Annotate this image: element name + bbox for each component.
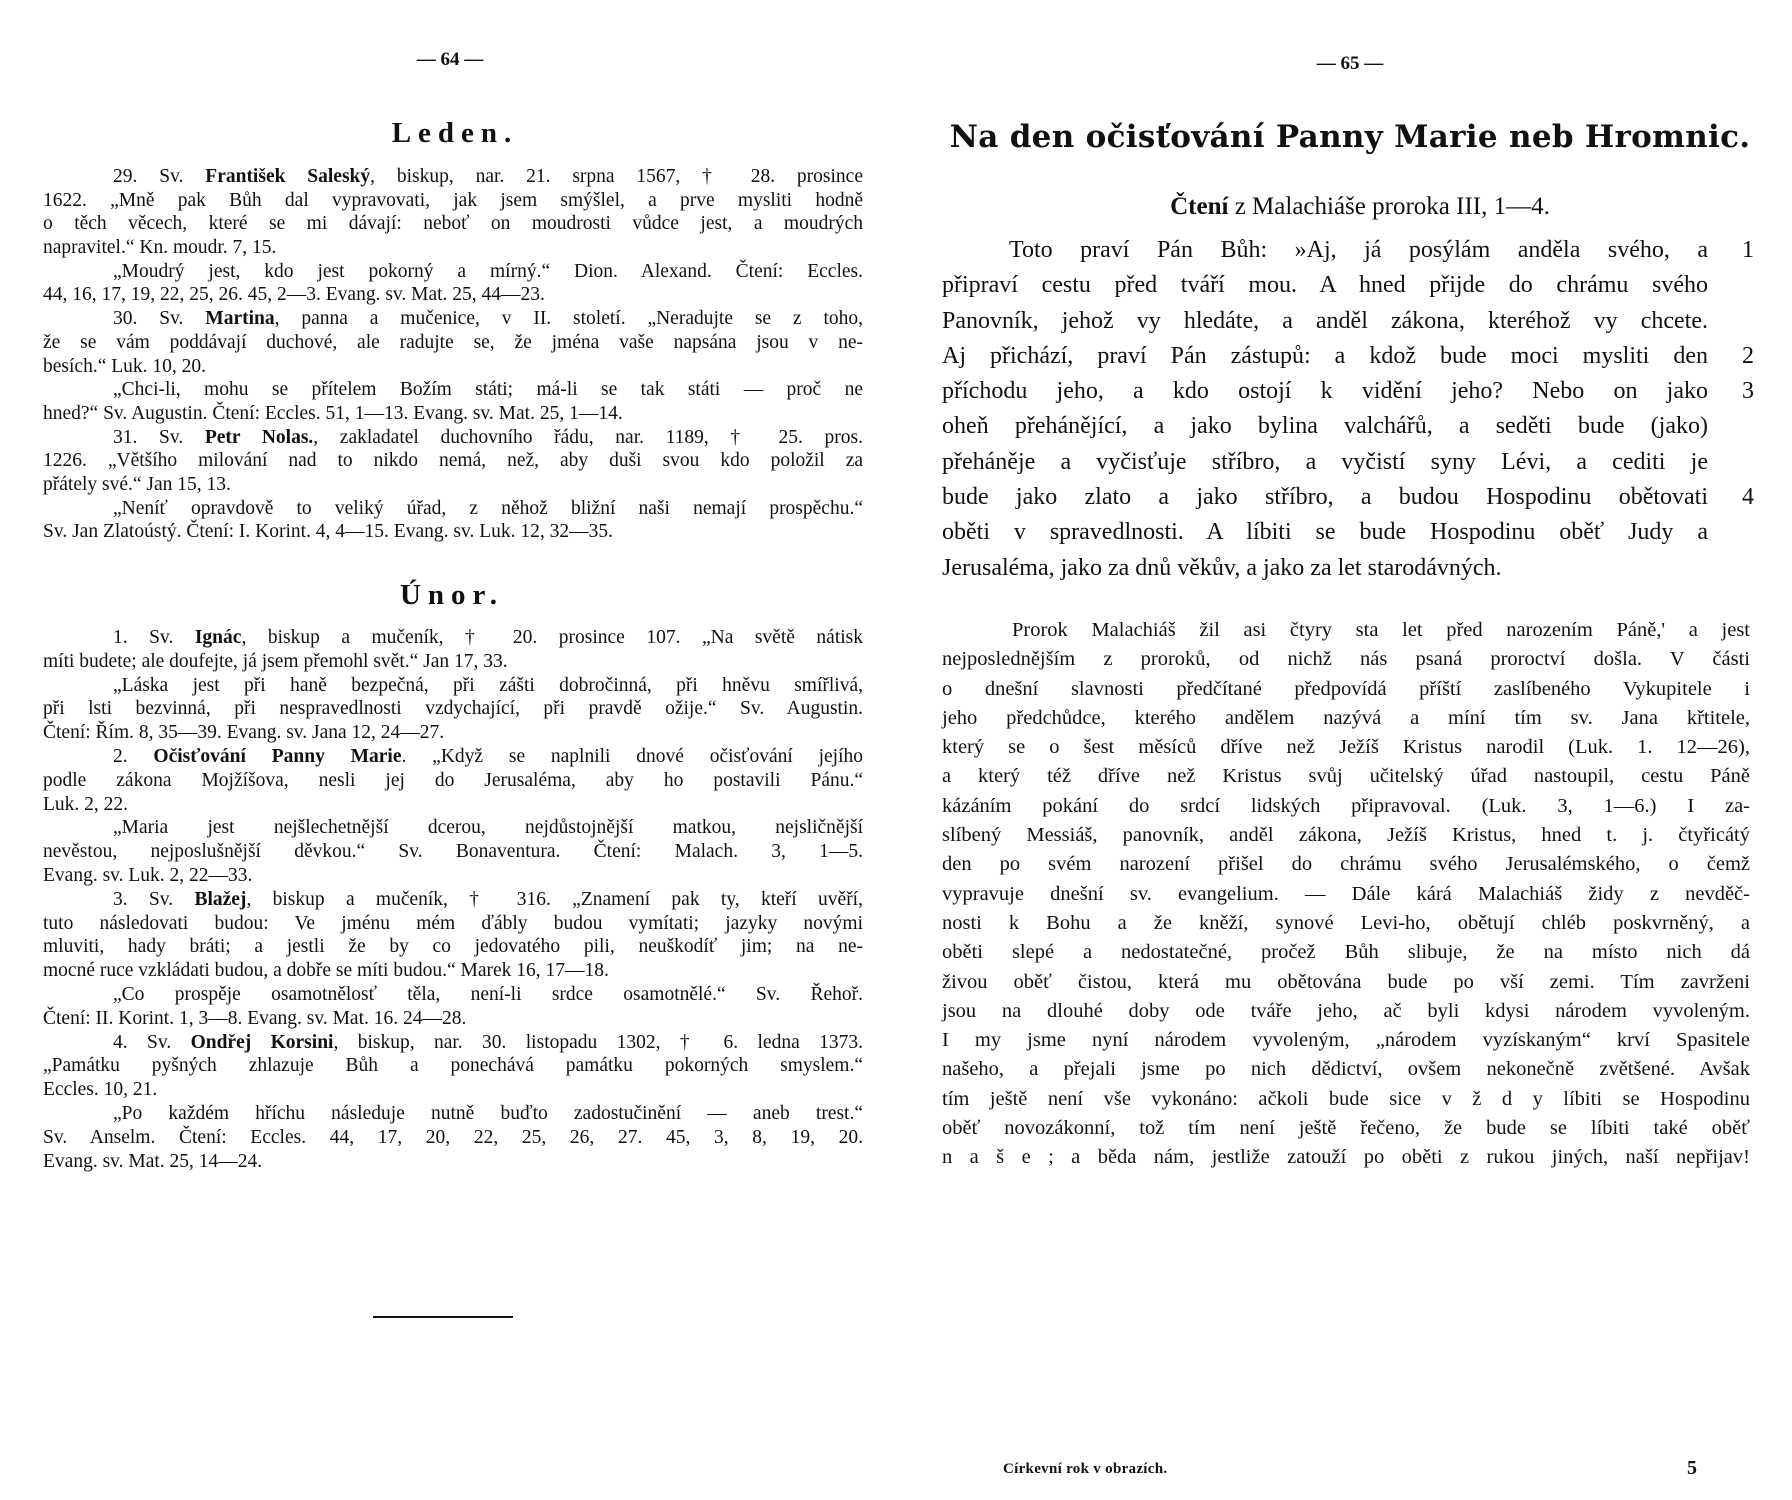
line-text: připraví cestu před tváří mou. A hned přijde do chrámu svého [942, 272, 1708, 299]
line-text: při lsti bezvinná, při nespravedlnosti vzdychající, při pravdě ožije.“ Sv. Augustin. [43, 698, 863, 720]
verse-number: 2 [1742, 342, 1754, 369]
text-line [942, 409, 1708, 444]
text-line [942, 515, 1708, 550]
text-line [942, 1085, 1750, 1114]
text-line [43, 1078, 863, 1102]
text-line [43, 355, 863, 379]
text-line [942, 1114, 1750, 1143]
text-line [43, 1031, 863, 1055]
line-text: Čtení: Řím. 8, 35—39. Evang. sv. Jana 12, 24—27. [43, 722, 445, 744]
line-text: jsou na dlouhé doby ode tváře jeho, ač byli kdysi národem vyvoleným. [942, 999, 1750, 1022]
text-line [942, 821, 1750, 850]
text-line [43, 674, 863, 698]
line-text: tím ještě není vše vykonáno: ačkoli bude sice v ž d y líbiti se Hospodinu [942, 1087, 1750, 1110]
text-line [43, 935, 863, 959]
scripture-reading [942, 233, 1754, 586]
line-text: Sv. Anselm. Čtení: Eccles. 44, 17, 20, 22, 25, 26, 27. 45, 3, 8, 19, 20. [43, 1126, 863, 1148]
text-line [43, 520, 863, 544]
line-text: oběti slepé a nedostatečné, pročež Bůh slibuje, že na místo nich dá [942, 941, 1750, 964]
text-line [942, 938, 1750, 967]
text-line [43, 307, 863, 331]
text-line [43, 426, 863, 450]
text-line [43, 650, 863, 674]
line-text: který se o šest měsíců dříve než Ježíš Kristus narodil (Luk. 1. 12—26), [942, 736, 1750, 759]
line-text: mocné ruce vzkládati budou, a dobře se míti budou.“ Marek 16, 17—18. [43, 960, 609, 982]
line-text: a který též dříve než Kristus svůj učitelský úřad nastoupil, cestu Páně [942, 765, 1750, 788]
line-text: 31. Sv. [113, 426, 205, 448]
text-line [43, 793, 863, 817]
line-text: oheň přehánějící, a jako bylina valchářů, a seděti bude (jako) [942, 413, 1708, 440]
text-line [43, 1102, 863, 1126]
text-line [942, 704, 1750, 733]
text-line [43, 912, 863, 936]
text-line [43, 745, 863, 769]
text-line [942, 1055, 1750, 1084]
line-text: , panna a mučenice, v II. století. „Neradujte se z toho, [274, 308, 863, 330]
line-text: „Co prospěje osamotnělosť těla, není-li srdce osamotnělé.“ Sv. Řehoř. [113, 983, 863, 1005]
line-text: „Moudrý jest, kdo jest pokorný a mírný.“ Dion. Alexand. Čtení: Eccles. [113, 260, 863, 282]
line-text: Panovník, jehož vy hledáte, a anděl zákona, kteréhož vy chcete. [942, 307, 1708, 334]
section-end-rule [373, 1316, 513, 1318]
line-text: napravitel.“ Kn. moudr. 7, 15. [43, 237, 277, 259]
text-line [942, 480, 1754, 515]
page-number-right: — 65 — [1316, 53, 1384, 74]
line-text: Prorok Malachiáš žil asi čtyry sta let před narozením Páně,' a jest [1012, 619, 1750, 641]
line-text: n a š e ; a běda nám, jestliže zatouží po oběti z rukou jiných, naší nepřijav! [942, 1146, 1750, 1169]
saint-name: Očisťování Panny Marie [153, 745, 402, 767]
sheet-number: 5 [1687, 1457, 1697, 1479]
line-text: Evang. sv. Luk. 2, 22—33. [43, 864, 253, 886]
line-text: kázáním pokání do srdcí lidských připravoval. (Luk. 3, 1—6.) I za- [942, 794, 1750, 817]
text-line [942, 374, 1754, 409]
line-text: 29. Sv. [113, 166, 206, 187]
commentary [942, 616, 1750, 1173]
saint-name: František Saleský [205, 166, 371, 187]
line-text: 1622. „Mně pak Bůh dal vypravovati, jak jsem smýšlel, a prve mysliti hodně [43, 189, 863, 211]
saint-name: Ondřej Korsini [190, 1031, 334, 1053]
text-line [43, 816, 863, 840]
reading-subtitle-rest: z Malachiáše proroka III, 1—4. [1228, 193, 1550, 220]
text-line [43, 1126, 863, 1150]
text-line [43, 1054, 863, 1078]
line-text: živou oběť čistou, která mu obětována bude po vší zemi. Tím zavrženi [942, 970, 1750, 993]
line-text: I my jsme nyní národem vyvoleným, „národem vyzískaným“ krví Spasitele [942, 1029, 1750, 1052]
text-line [942, 909, 1750, 938]
line-text: Čtení: II. Korint. 1, 3—8. Evang. sv. Mat. 16. 24—28. [43, 1007, 467, 1029]
text-line [942, 762, 1750, 791]
line-text: , biskup, nar. 30. listopadu 1302, † 6. ledna 1373. [333, 1031, 863, 1053]
text-line [942, 880, 1750, 909]
text-line [942, 304, 1708, 339]
line-text: oběť novozákonní, tož tím není ještě řečeno, že bude se líbiti také oběť [942, 1117, 1750, 1140]
line-text: Evang. sv. Mat. 25, 14—24. [43, 1150, 263, 1172]
text-line [43, 283, 863, 307]
text-line [942, 268, 1708, 303]
text-line [942, 645, 1750, 674]
text-line [942, 1026, 1750, 1055]
line-text: příchodu jeho, a kdo ostojí k vidění jeho? Nebo on jako [942, 378, 1708, 405]
line-text: besích.“ Luk. 10, 20. [43, 355, 207, 377]
text-line [43, 721, 863, 745]
line-text: „Láska jest při haně bezpečná, při zášti dobročinná, při hněvu smířlivá, [113, 674, 863, 696]
line-text: bude jako zlato a jako stříbro, a budou Hospodinu obětovati [942, 484, 1708, 511]
line-text: míti budete; ale doufejte, já jsem přemohl svět.“ Jan 17, 33. [43, 650, 508, 672]
text-line [43, 840, 863, 864]
line-text: tuto následovati budou: Ve jménu mém ďábly budou vymítati; jazyky novými [43, 912, 863, 934]
line-text: . „Když se naplnili dnové očisťování jejího [401, 745, 863, 767]
text-line [43, 983, 863, 1007]
line-text: o dnešní slavnosti předčítané předpovídá příští zaslíbeného Vykupitele i [942, 677, 1750, 700]
text-line [43, 189, 863, 213]
text-line [43, 697, 863, 721]
line-text: přeháněje a vyčisťuje stříbro, a vyčistí syny Lévi, a cediti je [942, 448, 1708, 475]
text-line [942, 733, 1750, 762]
line-text: Sv. Jan Zlatoústý. Čtení: I. Korint. 4, 4—15. Evang. sv. Luk. 12, 32—35. [43, 521, 613, 543]
text-line [942, 445, 1708, 480]
text-line [43, 769, 863, 793]
leden-entries [43, 165, 863, 544]
line-text: vypravuje dnešní sv. evangelium. — Dále kárá Malachiáš židy z nevděč- [942, 882, 1750, 905]
line-text: „Památku pyšných zhlazuje Bůh a ponechává památku pokorných smyslem.“ [43, 1055, 863, 1077]
text-line [43, 260, 863, 284]
text-line [942, 551, 1708, 586]
line-text: , biskup a mučeník, † 316. „Znamení pak ty, kteří uvěří, [246, 888, 863, 910]
text-line [43, 331, 863, 355]
line-text: , biskup, nar. 21. srpna 1567, † 28. prosince [370, 166, 863, 187]
saint-name: Martina [205, 308, 275, 330]
text-line [942, 968, 1750, 997]
line-text: oběti v spravedlnosti. A líbiti se bude Hospodinu oběť Judy a [942, 519, 1708, 546]
line-text: mluviti, hady bráti; a jestli že by co jedovatého pili, neuškodíť jim; na ne- [43, 936, 863, 958]
page-number-left: — 64 — [416, 49, 484, 70]
line-text: Jerusaléma, jako za dnů věkův, a jako za let starodávných. [942, 554, 1502, 581]
line-text: hned?“ Sv. Augustin. Čtení: Eccles. 51, 1—13. Evang. sv. Mat. 25, 1—14. [43, 402, 623, 424]
reading-subtitle [1060, 192, 1660, 222]
text-line [942, 616, 1750, 645]
line-text: Aj přichází, praví Pán zástupů: a kdož bude moci mysliti den [942, 342, 1708, 369]
line-text: nevěstou, nejposlušnější děvkou.“ Sv. Bonaventura. Čtení: Malach. 3, 1—5. [43, 841, 863, 863]
line-text: o těch věcech, které se mi dávají: neboť on moudrosti vůdce jest, a moudrých [43, 213, 863, 235]
text-line [942, 850, 1750, 879]
line-text: 4. Sv. [113, 1031, 191, 1053]
line-text: 1226. „Většího milování nad to nikdo nemá, než, aby duši svou kdo položil za [43, 450, 863, 472]
text-line [942, 997, 1750, 1026]
line-text: Luk. 2, 22. [43, 793, 129, 815]
saint-name: Ignác [194, 627, 242, 648]
line-text: našeho, a přejali jsme po nich dědictví, ovšem nekonečně zvětšené. Avšak [942, 1058, 1750, 1081]
line-text: 1. Sv. [113, 627, 195, 648]
line-text: , zakladatel duchovního řádu, nar. 1189, † 25. pros. [313, 426, 863, 448]
line-text: přátely své.“ Jan 15, 13. [43, 473, 231, 495]
line-text: slíbený Messiáš, panovník, anděl zákona, Ježíš Kristus, hned t. j. čtyřicátý [942, 824, 1750, 847]
text-line [43, 626, 863, 650]
text-line [43, 473, 863, 497]
text-line [43, 378, 863, 402]
section-heading-leden: Leden. [391, 117, 519, 149]
reading-subtitle-bold: Čtení [1170, 193, 1229, 220]
line-text: nejposlednějším z proroků, od nichž nás psaná proroctví došla. V části [942, 648, 1750, 671]
text-line [942, 339, 1754, 374]
line-text: že se vám poddávají duchové, ale radujte se, že jména vaše napsána jsou v ne- [43, 331, 863, 353]
text-line [942, 1143, 1750, 1172]
line-text: 2. [113, 745, 154, 767]
text-line [43, 402, 863, 426]
line-text: podle zákona Mojžíšova, nesli jej do Jerusaléma, aby ho postavili Pánu.“ [43, 769, 863, 791]
text-line [942, 792, 1750, 821]
text-line [43, 959, 863, 983]
verse-number: 3 [1742, 378, 1754, 405]
line-text: 30. Sv. [113, 308, 206, 330]
text-line [942, 675, 1750, 704]
line-text: Toto praví Pán Bůh: »Aj, já posýlám anděla svého, a [1009, 237, 1708, 263]
verse-number: 1 [1742, 237, 1754, 263]
saint-name: Petr Nolas. [204, 426, 314, 448]
verse-number: 4 [1742, 484, 1754, 511]
text-line [43, 165, 863, 189]
text-line [43, 449, 863, 473]
line-text: jeho předchůdce, kterého andělem nazývá a míní tím sv. Jana křtitele, [942, 706, 1750, 729]
text-line [43, 1150, 863, 1174]
line-text: „Po každém hříchu následuje nutně buďto zadostučinění — aneb trest.“ [113, 1102, 863, 1124]
text-line [43, 864, 863, 888]
feast-title: Na den očisťování Panny Marie neb Hromnic. [949, 119, 1751, 155]
text-line [43, 1007, 863, 1031]
unor-entries [43, 626, 863, 1173]
line-text: 44, 16, 17, 19, 22, 25, 26. 45, 2—3. Evang. sv. Mat. 25, 44—23. [43, 284, 545, 306]
line-text: „Neníť opravdově to veliký úřad, z něhož bližní naši nemají prospěchu.“ [113, 497, 863, 519]
text-line [43, 497, 863, 521]
line-text: den po svém narození přišel do chrámu svého Jerusalémského, o čemž [942, 853, 1750, 876]
line-text: , biskup a mučeník, † 20. prosince 107. „Na světě nátisk [241, 627, 863, 648]
text-line [942, 233, 1754, 268]
text-line [43, 212, 863, 236]
saint-name: Blažej [194, 888, 247, 910]
line-text: „Chci-li, mohu se přítelem Božím státi; má-li se tak státi — proč ne [113, 379, 863, 401]
line-text: 3. Sv. [113, 888, 195, 910]
line-text: Eccles. 10, 21. [43, 1079, 158, 1101]
book-title-footer: Církevní rok v obrazích. [1003, 1461, 1168, 1477]
line-text: „Maria jest nejšlechetnější dcerou, nejdůstojnější matkou, nejsličnější [113, 817, 863, 839]
line-text: nosti k Bohu a že kněží, synové Levi-ho, obětují chléb poskvrněný, a [942, 911, 1750, 934]
text-line [43, 888, 863, 912]
text-line [43, 236, 863, 260]
section-heading-unor: Únor. [399, 579, 505, 611]
